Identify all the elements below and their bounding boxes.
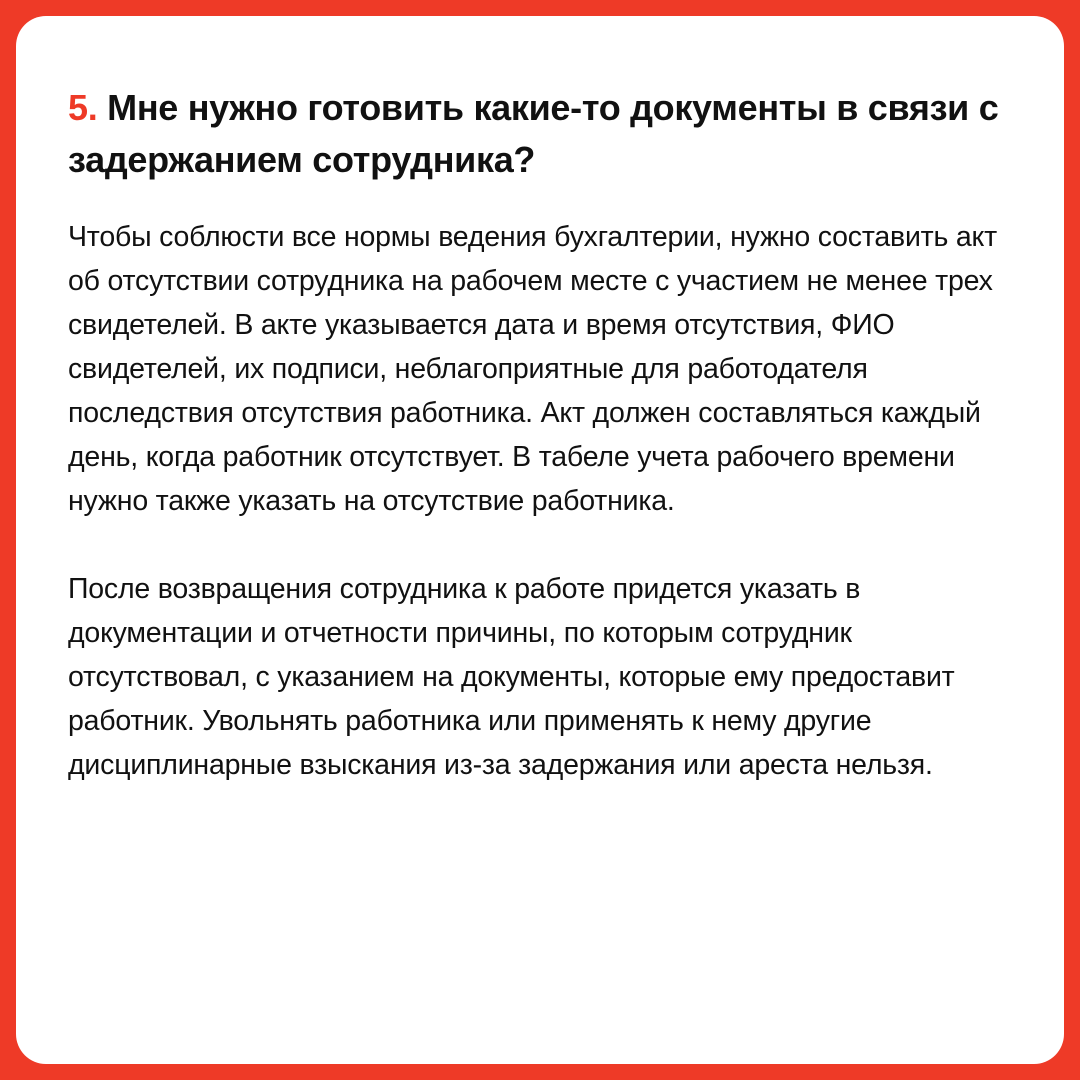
content-card [16,16,1064,1064]
question-title: Мне нужно готовить какие-то документы в связи с задержанием сотрудника? [68,87,999,180]
question-number: 5. [68,87,98,128]
answer-paragraph-2: После возвращения сотрудника к работе придется указать в документации и отчетности причины, по которым сотрудник отсутствовал, с указанием на документы, которые ему предоставит работник. Увольнять работника или применять к нему другие дисциплинарные взыскания из-за задержания или ареста нельзя. [68,573,955,781]
answer-paragraph-1: Чтобы соблюсти все нормы ведения бухгалтерии, нужно составить акт об отсутствии сотрудника на рабочем месте с участием не менее трех свидетелей. В акте указывается дата и время отсутствия, ФИО свидетелей, их подписи, неблагоприятные для работодателя последствия отсутствия работника. Акт должен составляться каждый день, когда работник отсутствует. В табеле учета рабочего времени нужно также указать на отсутствие работника. [68,221,997,517]
question-heading [68,82,1024,186]
